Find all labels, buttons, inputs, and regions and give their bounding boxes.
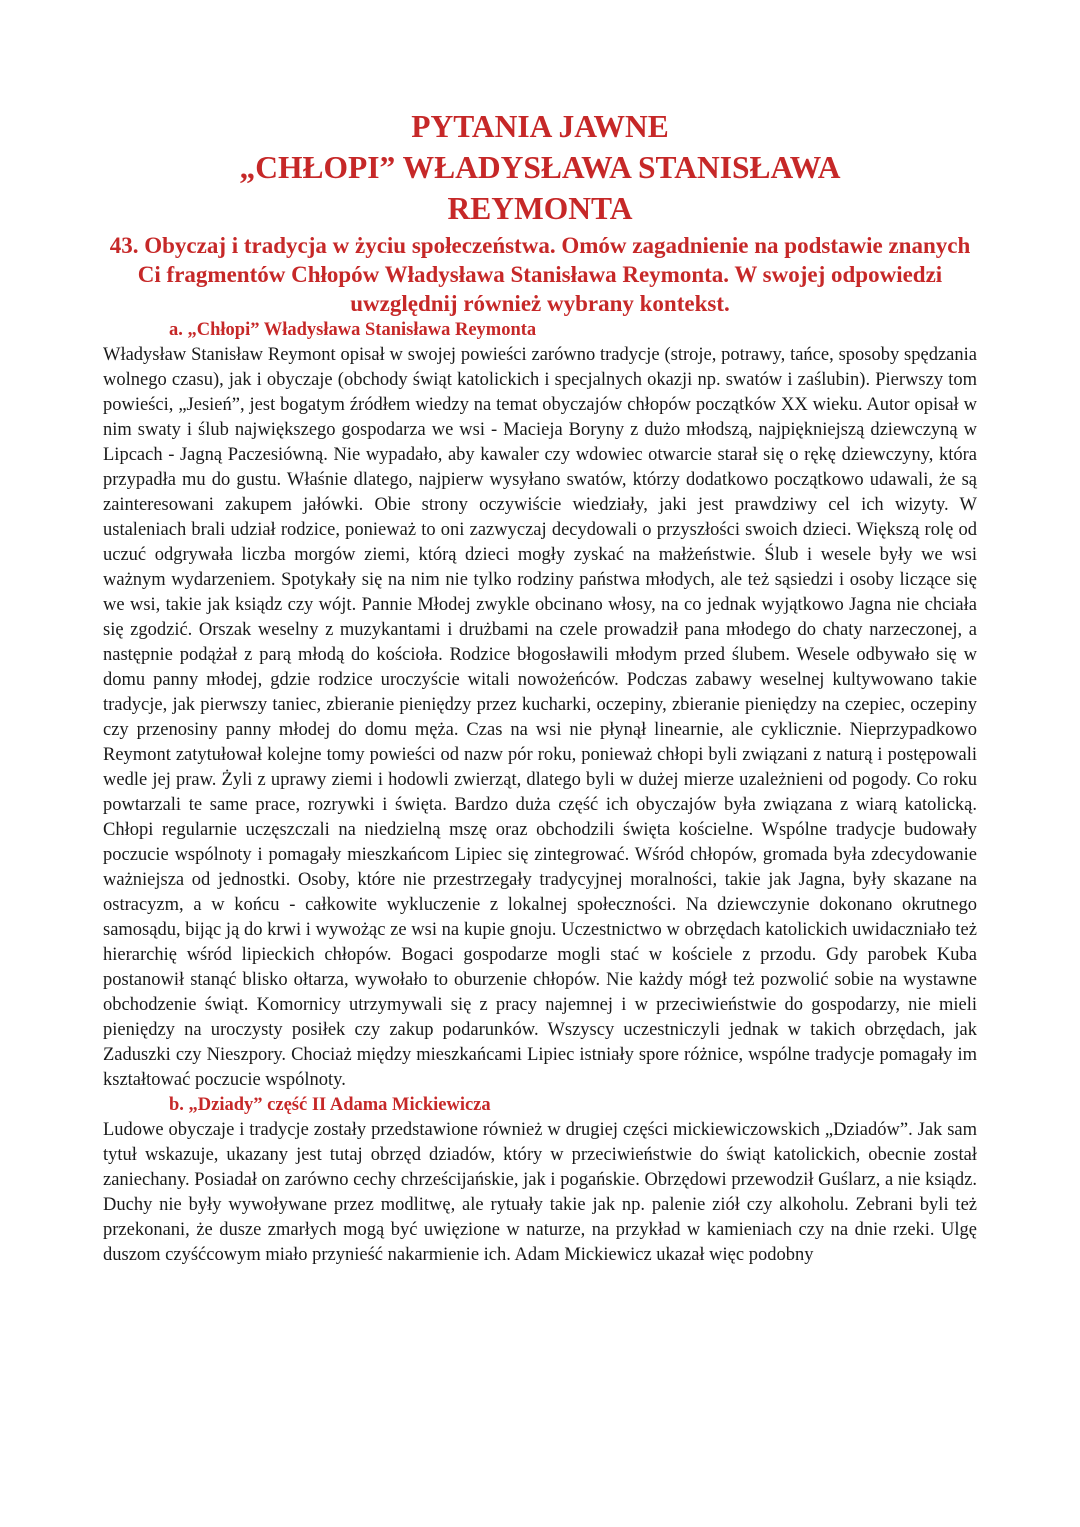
section-heading-dziady: b. „Dziady” część II Adama Mickiewicza bbox=[169, 1095, 491, 1115]
section-heading-chlopi: a. „Chłopi” Władysława Stanisława Reymonta bbox=[169, 320, 537, 340]
document-title bbox=[103, 106, 977, 229]
title-line-2: „CHŁOPI” WŁADYSŁAWA STANISŁAWA bbox=[239, 150, 841, 185]
title-line-3: REYMONTA bbox=[447, 191, 633, 226]
question-heading: 43. Obyczaj i tradycja w życiu społeczeństwa. Omów zagadnienie na podstawie znanych Ci fragmentów Chłopów Władysława Stanisława Reymonta. W swojej odpowiedzi uwzględnij również wybrany kontekst. bbox=[109, 233, 971, 316]
document-page bbox=[103, 106, 977, 1268]
section-text-chlopi: Władysław Stanisław Reymont opisał w swojej powieści zarówno tradycje (stroje, potrawy, tańce, sposoby spędzania wolnego czasu), jak i obyczaje (obchody świąt katolickich i specjalnych okazji np. swatów i zaślubin). Pierwszy tom powieści, „Jesień”, jest bogatym źródłem wiedzy na temat obyczajów chłopów początków XX wieku. Autor opisał w nim swaty i ślub największego gospodarza we wsi - Macieja Boryny z dużo młodszą, najpiękniejszą dziewczyną w Lipcach - Jagną Paczesiówną. Nie wypadało, aby kawaler czy wdowiec otwarcie starał się o rękę dziewczyny, która przypadła mu do gustu. Właśnie dlatego, najpierw wysyłano swatów, którzy dodatkowo początkowo udawali, że są zainteresowani zakupem jałówki. Obie strony oczywiście wiedziały, jaki jest prawdziwy cel ich wizyty. W ustaleniach brali udział rodzice, ponieważ to oni zazwyczaj decydowali o przyszłości swoich dzieci. Większą rolę od uczuć odgrywała liczba morgów ziemi, którą dzieci mogły zyskać na małżeństwie. Ślub i wesele były we wsi ważnym wydarzeniem. Spotykały się na nim nie tylko rodziny państwa młodych, ale też sąsiedzi i osoby liczące się we wsi, takie jak ksiądz czy wójt. Pannie Młodej zwykle obcinano włosy, na co jednak wyjątkowo Jagna nie chciała się zgodzić. Orszak weselny z muzykantami i drużbami na czele prowadził pana młodego do chaty narzeczonej, a następnie podążał z parą młodą do kościoła. Rodzice błogosławili młodym przed ślubem. Wesele odbywało się w domu panny młodej, gdzie rodzice uroczyście witali nowożeńców. Podczas zabawy weselnej kultywowano takie tradycje, jak pierwszy taniec, zbieranie pieniędzy przez kucharki, oczepiny, zbieranie pieniędzy na czepiec, oczepiny czy przenosiny panny młodej do domu męża. Czas na wsi nie płynął linearnie, ale cyklicznie. Nieprzypadkowo Reymont zatytułował kolejne tomy powieści od nazw pór roku, ponieważ chłopi byli związani z naturą i postępowali wedle jej praw. Żyli z uprawy ziemi i hodowli zwierząt, dlatego byli w dużej mierze uzależnieni od pogody. Co roku powtarzali te same prace, rozrywki i święta. Bardzo duża część ich obyczajów była związana z wiarą katolicką. Chłopi regularnie uczęszczali na niedzielną mszę oraz obchodzili święta kościelne. Wspólne tradycje budowały poczucie wspólnoty i pomagały mieszkańcom Lipiec się zintegrować. Wśród chłopów, gromada była zdecydowanie ważniejsza od jednostki. Osoby, które nie przestrzegały tradycyjnej moralności, takie jak Jagna, były skazane na ostracyzm, a w końcu - całkowite wykluczenie z lokalnej społeczności. Na dziewczynie dokonano okrutnego samosądu, bijąc ją do krwi i wywożąc ze wsi na kupie gnoju. Uczestnictwo w obrzędach katolickich uwidaczniało też hierarchię wśród lipieckich chłopów. Bogaci gospodarze mogli stać w kościele z przodu. Gdy parobek Kuba postanowił stanąć blisko ołtarza, wywołało to oburzenie chłopów. Nie każdy mógł też pozwolić sobie na wystawne obchodzenie świąt. Komornicy utrzymywali się z pracy najemnej i w przeciwieństwie do gospodarzy, nie mieli pieniędzy na uroczysty posiłek czy zakup podarunków. Wszyscy uczestniczyli jednak w takich obrzędach, jak Zaduszki czy Nieszpory. Chociaż między mieszkańcami Lipiec istniały spore różnice, wspólne tradycje pomagały im kształtować poczucie wspólnoty. bbox=[103, 345, 977, 1090]
section-text-dziady: Ludowe obyczaje i tradycje zostały przedstawione również w drugiej części mickiewiczowskich „Dziadów”. Jak sam tytuł wskazuje, ukazany jest tutaj obrzęd dziadów, który w przeciwieństwie do świąt katolickich, obecnie został zaniechany. Posiadał on zarówno cechy chrześcijańskie, jak i pogańskie. Obrzędowi przewodził Guślarz, a nie ksiądz. Duchy nie były wywoływane przez modlitwę, ale rytuały takie jak np. palenie ziół czy alkoholu. Zebrani byli też przekonani, że dusze zmarłych mogą być uwięzione w naturze, na przykład w kamieniach czy na dnie rzeki. Ulgę duszom czyśćcowym miało przynieść nakarmienie ich. Adam Mickiewicz ukazał więc podobny bbox=[103, 1120, 977, 1265]
title-line-1: PYTANIA JAWNE bbox=[411, 109, 669, 144]
